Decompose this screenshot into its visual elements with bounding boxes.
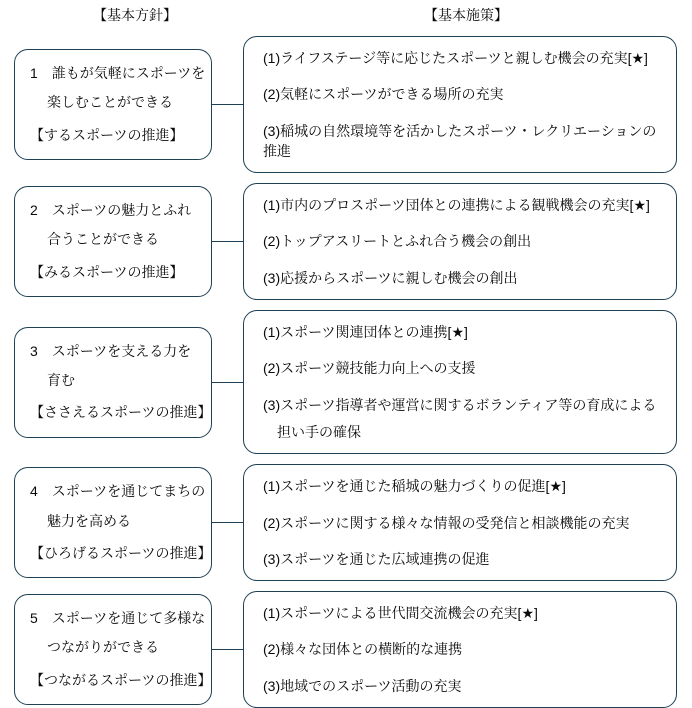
measure-text: (3)スポーツ指導者や運営に関するボランティア等の育成による [263,396,657,413]
policy-box-5 [14,594,212,705]
policy-box-1 [14,49,212,160]
measure-continuation: 担い手の確保 [277,423,361,440]
connector-line [212,522,243,523]
measure-item [263,322,668,342]
measure-text: (2)スポーツに関する様々な情報の受発信と相談機能の充実 [263,514,630,531]
policy-title-line1: 3 スポーツを支える力を [30,342,192,359]
measures-box-4 [243,464,677,581]
policy-box-2 [14,186,212,297]
policy-title-line2: 合うことができる [47,231,159,248]
policy-subtitle: 【するスポーツの推進】 [30,126,184,143]
measure-text: (1)スポーツを通じた稲城の魅力づくりの促進[★] [263,478,566,495]
column-header-basic-policy: 【基本方針】 [93,7,177,23]
policy-subtitle: 【みるスポーツの推進】 [30,263,184,280]
policy-title-line1: 1 誰もが気軽にスポーツを [30,65,206,81]
measure-text: (1)市内のプロスポーツ団体との連携による観戦機会の充実[★] [263,197,650,214]
measure-text: (2)トップアスリートとふれ合う機会の創出 [263,233,532,250]
policy-title-line1: 2 スポーツの魅力とふれ [30,202,192,219]
policy-box-4 [14,467,212,578]
measure-text: (2)様々な団体との横断的な連携 [263,641,463,658]
measure-text: (1)スポーツによる世代間交流機会の充実[★] [263,605,538,622]
policy-title-line1: 4 スポーツを通じてまちの [30,483,206,500]
measure-item [263,476,668,496]
connector-line [212,104,243,105]
policy-title-line2: つながりができる [47,639,159,656]
connector-line [212,649,243,650]
column-header-basic-measures: 【基本施策】 [424,7,508,23]
policy-row-5 [14,591,677,708]
measure-item [263,84,668,104]
policy-title-line2: 楽しむことができる [47,94,173,111]
policy-row-2 [14,183,677,300]
connector-line [212,382,243,383]
measure-text: (1)ライフステージ等に応じたスポーツと親しむ機会の充実[★] [263,50,648,66]
measure-item [263,121,668,162]
measure-item [263,603,668,623]
connector-line [212,241,243,242]
measure-item [263,268,668,288]
measure-text: (2)スポーツ競技能力向上への支援 [263,360,476,377]
measure-text: (1)スポーツ関連団体との連携[★] [263,324,468,341]
measures-box-1 [243,36,677,173]
measure-text: (2)気軽にスポーツができる場所の充実 [263,86,504,103]
policy-box-3 [14,327,212,438]
measure-text: (3)応援からスポーツに親しむ機会の創出 [263,269,518,286]
measure-item [263,395,668,443]
policy-row-1 [14,36,677,173]
policy-subtitle: 【ささえるスポーツの推進】 [30,404,212,421]
measure-item [263,549,668,569]
policy-row-3 [14,310,677,454]
policy-subtitle: 【つながるスポーツの推進】 [30,671,212,688]
measure-item [263,358,668,378]
measure-item [263,195,668,215]
measure-text: (3)地域でのスポーツ活動の充実 [263,677,462,694]
measure-item [263,513,668,533]
measures-box-3 [243,310,677,454]
policy-subtitle: 【ひろげるスポーツの推進】 [30,544,212,561]
measure-text: (3)スポーツを通じた広域連携の促進 [263,550,490,567]
policy-title-line2: 育む [47,371,75,388]
measure-item [263,231,668,251]
measure-text: (3)稲城の自然環境等を活かしたスポーツ・レクリエーションの推進 [263,122,657,159]
measures-box-5 [243,591,677,708]
column-headers [14,5,677,25]
measure-item [263,48,668,68]
measures-box-2 [243,183,677,300]
policy-title-line2: 魅力を高める [47,512,131,529]
measure-item [263,676,668,696]
policy-title-line1: 5 スポーツを通じて多様な [30,610,206,627]
measure-item [263,639,668,659]
policy-row-4 [14,464,677,581]
